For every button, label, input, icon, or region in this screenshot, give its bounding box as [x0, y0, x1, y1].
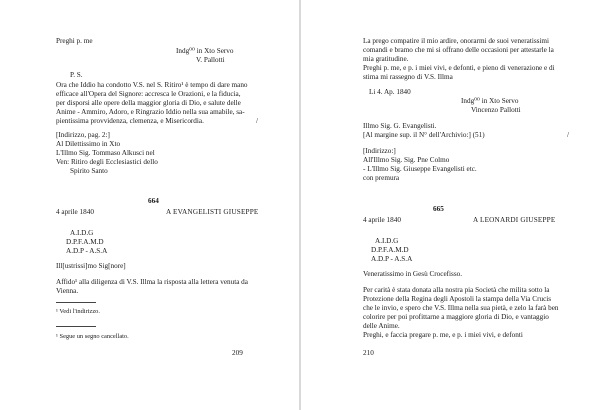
body-line: che le invio, e spero che V.S. Illma nella sua pietà, e zelo la farà ben [363, 304, 559, 312]
invocation: D.P.F.A.M.D [371, 246, 409, 254]
body-line: comandi e bramo che mi si offrano delle occasioni per attestarle la [363, 46, 554, 54]
address-line: con premura [363, 174, 400, 182]
invocation: D.P.F.A.M.D [66, 238, 104, 246]
ps-line: per disporsi alle opere della maggior gloria di Dio, e salute delle [56, 99, 241, 107]
end-mark: / [256, 117, 258, 125]
invocation: A.I.D.G [375, 237, 399, 245]
page-number: 209 [232, 349, 243, 357]
closing-title: Indg⁰⁰ in Xto Servo [461, 97, 519, 105]
footnote: ¹ Vedi l'indirizzo. [56, 308, 100, 315]
letter-number: 664 [148, 197, 159, 205]
address-line: Al Dilettissimo in Xto [56, 140, 121, 148]
letter-number: 665 [433, 205, 444, 213]
right-page [301, 0, 600, 410]
date-line: Li 4. Ap. 1840 [369, 88, 411, 96]
ps-line: pientissima provvidenza, clemenza, e Misericordia. [56, 117, 204, 125]
invocation: A.D.P - A.S.A [66, 247, 108, 255]
page-number: 210 [363, 349, 374, 357]
body-line: Preghi, e faccia pregare p. me, e p. i miei vivi, e defonti [363, 331, 523, 339]
body-line: stima mi rassegno di V.S. Illma [363, 73, 453, 81]
salutation: Ill[ustrissi]mo Sig[nore] [56, 262, 126, 270]
footnote-rule [56, 326, 96, 327]
note-line: [Al margine sup. il N° dell'Archivio:] (51) [363, 131, 485, 139]
salutation: Veneratissimo in Gesù Crocefisso. [363, 270, 463, 278]
closing-title: Indg⁰⁰ in Xto Servo [176, 47, 234, 55]
address-line: Spirito Santo [70, 167, 108, 175]
body-line: Affido¹ alla diligenza di V.S. Illma la risposta alla lettera venuta da [56, 278, 248, 286]
greeting: Preghi p. me [56, 37, 93, 45]
body-line: colorire per poi profittarne a maggiore gloria di Dio, e vantaggio [363, 313, 549, 321]
address-line: [Indirizzo, pag. 2:] [56, 131, 110, 139]
body-line: Per carità è stata donata alla nostra pia Società che milita sotto la [363, 286, 550, 294]
body-line: delle Anime. [363, 322, 400, 330]
body-line: La prego compatire il mio ardire, onorarmi de suoi veneratissimi [363, 37, 550, 45]
note-line: Illmo Sig. G. Evangelisti. [363, 122, 437, 130]
end-mark: / [567, 131, 569, 139]
letter-date: 4 aprile 1840 [363, 216, 401, 224]
address-line: L'Illmo Sig. Tommaso Alkusci nel [56, 149, 155, 157]
signature: Vincenzo Pallotti [471, 106, 521, 114]
address-line: All'Illmo Sig. Sig. Pne Colmo [363, 156, 450, 164]
letter-recipient: A LEONARDI GIUSEPPE [473, 216, 556, 224]
ps-label: P. S. [70, 71, 83, 79]
body-line: Preghi p. me, e p. i miei vivi, e defonti, e pieno di venerazione e di [363, 64, 555, 72]
address-line: - L'Illmo Sig. Giuseppe Evangelisti etc. [363, 165, 477, 173]
letter-date: 4 aprile 1840 [56, 208, 94, 216]
address-line: Ven: Ritiro degli Ecclesiastici dello [56, 158, 158, 166]
letter-recipient: A EVANGELISTI GIUSEPPE [166, 208, 259, 216]
invocation: A.I.D.G [70, 229, 94, 237]
invocation: A.D.P - A.S.A [371, 255, 413, 263]
body-line: Vienna. [56, 287, 79, 295]
body-line: Protezione della Regina degli Apostoli la stampa della Via Crucis [363, 295, 552, 303]
left-page [0, 0, 299, 410]
body-line: mia gratitudine. [363, 55, 409, 63]
address-line: [Indirizzo:] [363, 147, 396, 155]
signature: V. Pallotti [196, 56, 225, 64]
footnote: ¹ Segue un segno cancellato. [56, 333, 129, 340]
footnote-rule [56, 302, 96, 303]
ps-line: Anime - Ammiro, Adoro, e Ringrazio Iddio nella sua amabile, sa- [56, 108, 245, 116]
ps-line: efficace all'Opera del Signore: accresca le Orazioni, e la fiducia, [56, 90, 241, 98]
ps-line: Ora che Iddio ha condotto V.S. nel S. Ritiro¹ è tempo di dare mano [56, 81, 248, 89]
